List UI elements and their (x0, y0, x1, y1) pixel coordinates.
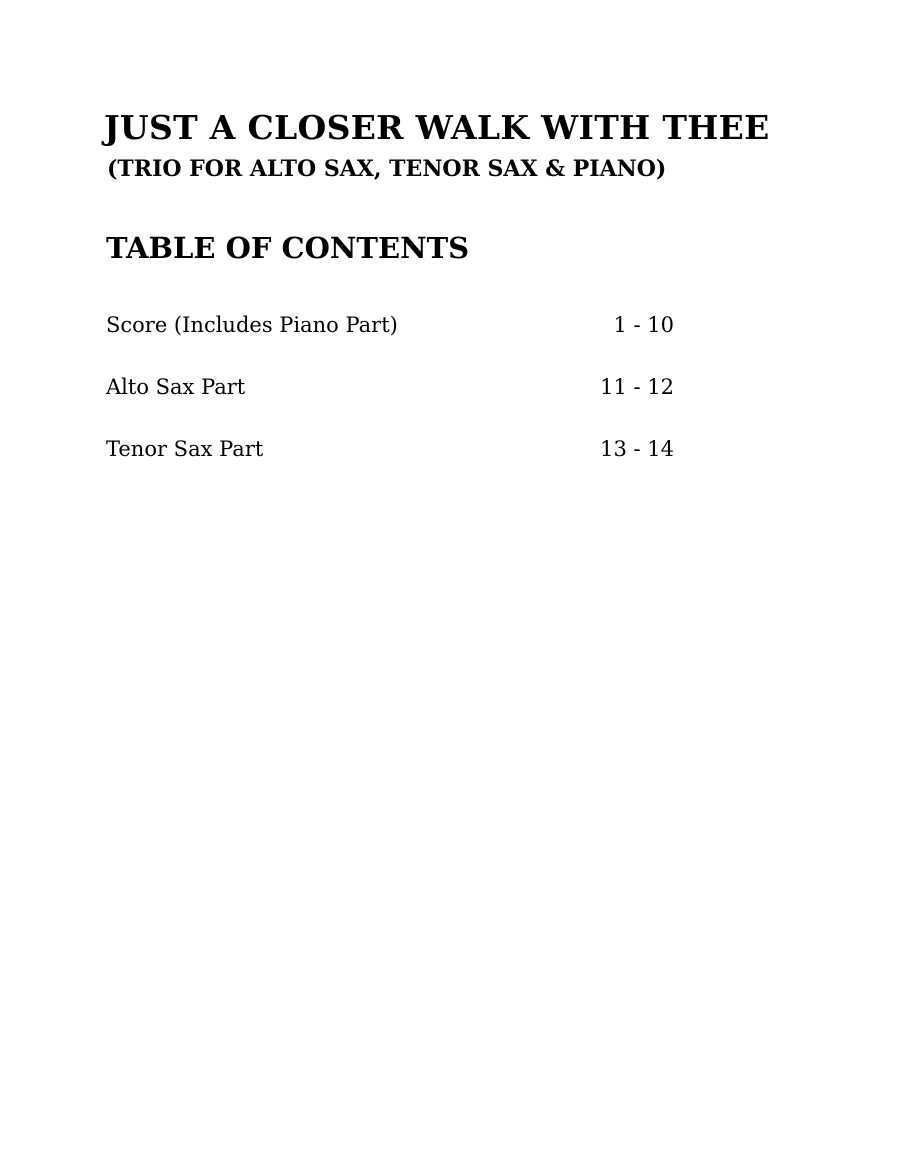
page-subtitle: (TRIO FOR ALTO SAX, TENOR SAX & PIANO) (107, 156, 667, 182)
toc-heading: TABLE OF CONTENTS (106, 231, 470, 265)
toc-list (106, 310, 674, 496)
toc-entry-label: Tenor Sax Part (106, 437, 264, 461)
toc-entry-alto-sax (106, 372, 674, 434)
toc-entry-score (106, 310, 674, 372)
toc-entry-tenor-sax (106, 434, 674, 496)
toc-entry-label: Score (Includes Piano Part) (106, 313, 398, 337)
toc-entry-label: Alto Sax Part (106, 375, 246, 399)
toc-entry-pages: 11 - 12 (600, 375, 674, 399)
page-title: JUST A CLOSER WALK WITH THEE (104, 108, 770, 147)
toc-entry-pages: 13 - 14 (600, 437, 674, 461)
toc-entry-pages: 1 - 10 (613, 313, 674, 337)
